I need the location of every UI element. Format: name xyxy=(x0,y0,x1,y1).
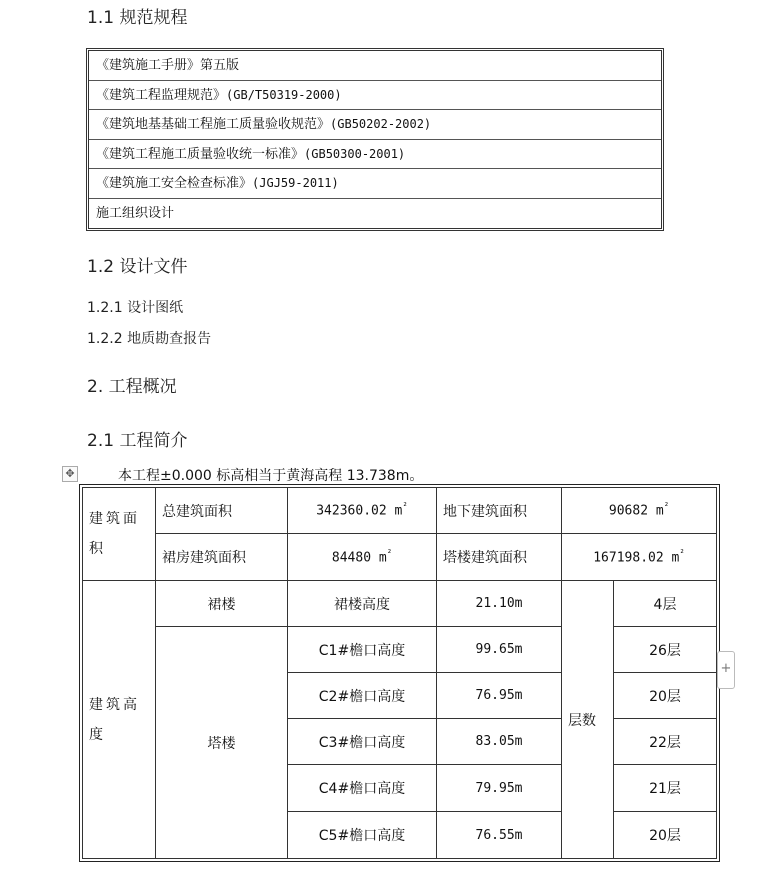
section-1-2-heading: 1.2 设计文件 xyxy=(87,257,188,277)
section-2-heading: 2. 工程概况 xyxy=(87,377,177,397)
tower-height-value: 83.05m xyxy=(437,719,562,765)
design-drawings-item: 1.2.1 设计图纸 xyxy=(87,300,184,316)
move-icon[interactable]: ✥ xyxy=(62,466,78,482)
tower-area-value: 167198.02 $m^{^2}$ xyxy=(562,534,717,581)
standard-code: (GB50300-2001) xyxy=(304,146,406,161)
tower-height-label: C4#檐口高度 xyxy=(288,765,437,812)
standard-name: 《建筑施工手册》第五版 xyxy=(96,58,240,73)
tower-height-label: C3#檐口高度 xyxy=(288,719,437,765)
podium-area-value: 84480 $m^{^2}$ xyxy=(288,534,437,581)
standard-name: 《建筑工程监理规范》 xyxy=(96,87,227,103)
total-area-label: 总建筑面积 xyxy=(156,488,288,534)
geological-report-item: 1.2.2 地质勘查报告 xyxy=(87,331,212,347)
standard-name: 《建筑工程施工质量验收统一标准》 xyxy=(96,146,305,162)
standard-code: (JGJ59-2011) xyxy=(252,176,339,190)
podium-height-value: 21.10m xyxy=(437,581,562,627)
tower-floors: 26层 xyxy=(614,627,717,673)
tower-height-value: 76.55m xyxy=(437,812,562,859)
underground-area-label: 地下建筑面积 xyxy=(437,488,562,534)
standard-row xyxy=(89,110,661,140)
tower-floors: 20层 xyxy=(614,812,717,859)
tower-height-value: 99.65m xyxy=(437,627,562,673)
standard-name: 《建筑地基基础工程施工质量验收规范》 xyxy=(96,117,331,132)
podium-height-label: 裙楼高度 xyxy=(288,581,437,627)
standard-code: (GB50202-2002) xyxy=(330,117,432,131)
section-2-1-heading: 2.1 工程简介 xyxy=(87,431,188,451)
standard-code: (GB/T50319-2000) xyxy=(226,87,342,102)
tower-floors: 20层 xyxy=(614,673,717,719)
standard-row xyxy=(89,140,661,170)
standard-row xyxy=(89,51,661,81)
standards-table xyxy=(86,48,664,231)
building-height-label: 建筑高度 xyxy=(83,581,156,859)
project-overview-table xyxy=(82,487,717,859)
section-1-1-heading: 1.1 规范规程 xyxy=(87,8,188,28)
tower-label: 塔楼 xyxy=(156,627,288,859)
podium-area-label: 裙房建筑面积 xyxy=(156,534,288,581)
floors-label: 层数 xyxy=(562,581,614,859)
plus-icon[interactable]: + xyxy=(717,651,735,689)
tower-floors: 22层 xyxy=(614,719,717,765)
tower-area-label: 塔楼建筑面积 xyxy=(437,534,562,581)
tower-height-label: C2#檐口高度 xyxy=(288,673,437,719)
underground-area-value: 90682 $m^{^2}$ xyxy=(562,488,717,534)
tower-height-label: C5#檐口高度 xyxy=(288,812,437,859)
total-area-value: 342360.02 $m^{^2}$ xyxy=(288,488,437,534)
standard-row xyxy=(89,169,661,199)
podium-floors: 4层 xyxy=(614,581,717,627)
tower-height-value: 76.95m xyxy=(437,673,562,719)
tower-height-label: C1#檐口高度 xyxy=(288,627,437,673)
tower-floors: 21层 xyxy=(614,765,717,812)
standard-row xyxy=(89,81,661,111)
tower-height-value: 79.95m xyxy=(437,765,562,812)
standard-name: 施工组织设计 xyxy=(96,205,175,221)
podium-label: 裙楼 xyxy=(156,581,288,627)
project-intro: 本工程±0.000 标高相当于黄海高程 13.738m。 xyxy=(118,468,424,484)
standard-name: 《建筑施工安全检查标准》 xyxy=(96,176,253,191)
building-area-label: 建筑面积 xyxy=(83,488,156,581)
standard-row xyxy=(89,199,661,229)
